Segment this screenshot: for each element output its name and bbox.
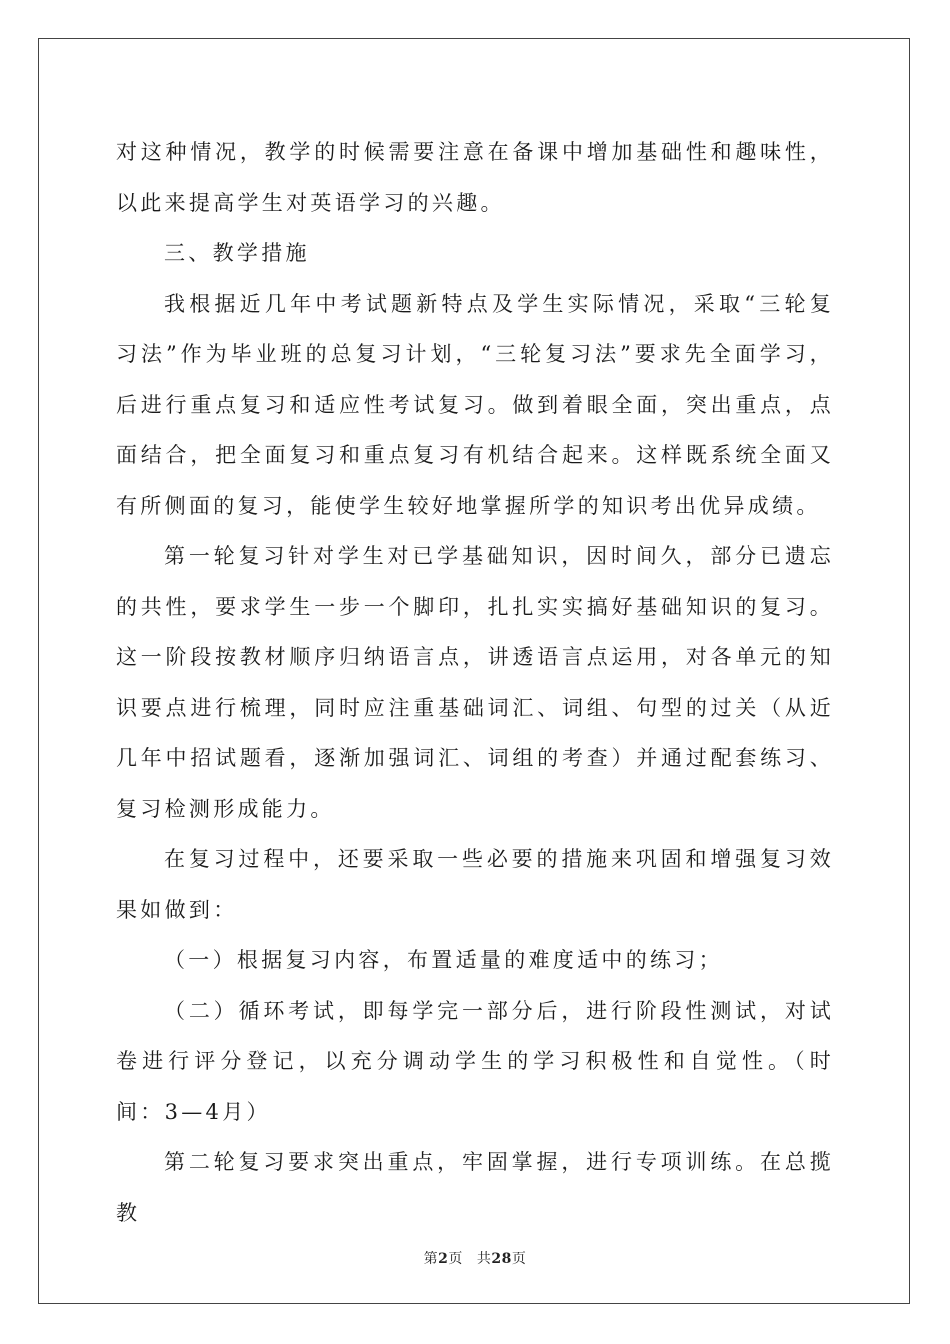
- paragraph-4: 第一轮复习针对学生对已学基础知识，因时间久，部分已遗忘的共性，要求学生一步一个脚印，扎扎实实搞好基础知识的复习。这一阶段按教材顺序归纳语言点，讲透语言点运用，对各单元的知识要点进行梳理，同时应注重基础词汇、词组、句型的过关（从近几年中招试题看，逐渐加强词汇、词组的考查）并通过配套练习、复习检测形成能力。: [116, 544, 834, 821]
- document-body: [116, 127, 834, 1238]
- paragraph-5: 在复习过程中，还要采取一些必要的措施来巩固和增强复习效果如做到：: [116, 847, 834, 922]
- section-heading: 三、教学措施: [164, 241, 310, 265]
- page-number: 2: [438, 1251, 449, 1267]
- paragraph-3: 我根据近几年中考试题新特点及学生实际情况，采取“三轮复习法”作为毕业班的总复习计划，“三轮复习法”要求先全面学习，后进行重点复习和适应性考试复习。做到着眼全面，突出重点，点面结合，把全面复习和重点复习有机结合起来。这样既系统全面又有所侧面的复习，能使学生较好地掌握所学的知识考出优异成绩。: [116, 291, 834, 518]
- paragraph-1: 对这种情况，教学的时候需要注意在备课中增加基础性和趣味性，以此来提高学生对英语学习的兴趣。: [116, 140, 834, 215]
- total-prefix: 共: [476, 1251, 492, 1267]
- page-suffix: 页: [448, 1251, 463, 1267]
- list-item-1: （一）根据复习内容，布置适量的难度适中的练习；: [164, 948, 723, 972]
- total-pages: 28: [491, 1251, 512, 1267]
- list-item-2: （二）循环考试，即每学完一部分后，进行阶段性测试，对试卷进行评分登记，以充分调动学生的学习积极性和自觉性。（时间：3—4月）: [116, 998, 834, 1124]
- total-suffix: 页: [511, 1251, 527, 1267]
- page-prefix: 第: [423, 1251, 439, 1267]
- page-footer: [0, 1248, 950, 1268]
- paragraph-8: 第二轮复习要求突出重点，牢固掌握，进行专项训练。在总揽教: [116, 1150, 834, 1225]
